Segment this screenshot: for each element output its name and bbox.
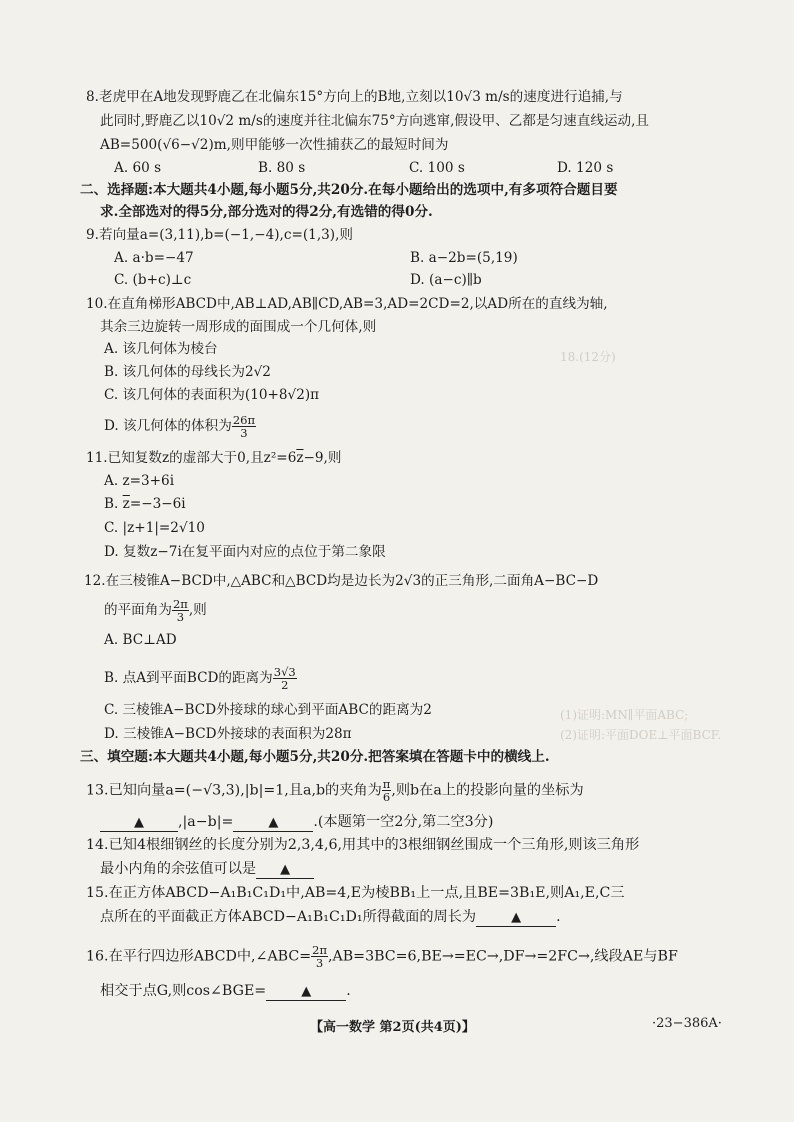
q11-option-b-post: =−3−6i	[129, 496, 186, 512]
blank-marker-icon: ▲	[134, 815, 144, 830]
blank-marker-icon: ▲	[511, 910, 522, 925]
q14-line1: 14.已知4根细钢丝的长度分别为2,3,4,6,用其中的3根细钢丝围成一个三角形,则该三角形	[86, 837, 640, 853]
q12-option-b	[104, 666, 754, 691]
q16-line1-pre: 16.在平行四边形ABCD中,∠ABC=	[86, 948, 312, 965]
q10-line2: 其余三边旋转一周形成的面围成一个几何体,则	[100, 319, 377, 335]
q13-line1-post: ,则b在a上的投影向量的坐标为	[391, 782, 584, 799]
q13-fraction-num: π	[382, 777, 391, 791]
q8-option-a: A. 60 s	[114, 160, 162, 176]
q8-line3: AB=500(√6−√2)m,则甲能够一次性捕获乙的最短时间为	[100, 137, 449, 153]
q11-option-a: A. z=3+6i	[104, 473, 175, 489]
section3-heading: 三、填空题:本大题共4小题,每小题5分,共20分.把答案填在答题卡中的横线上.	[80, 749, 550, 765]
section2-heading-line2: 求.全部选对的得5分,部分选对的得2分,有选错的得0分.	[100, 204, 433, 220]
q10-option-d-text: D. 该几何体的体积为	[104, 418, 232, 434]
q13-line1	[86, 778, 754, 803]
q14-blank[interactable]	[256, 861, 314, 879]
q13-line2-post: .(本题第一空2分,第二空3分)	[313, 814, 494, 830]
q11-option-d: D. 复数z−7i在复平面内对应的点位于第二象限	[104, 544, 386, 560]
q16-line2-text: 相交于点G,则cos∠BGE=	[100, 983, 267, 999]
section2-heading-line1: 二、选择题:本大题共4小题,每小题5分,共20分.在每小题给出的选项中,有多项符合题目要	[80, 182, 618, 198]
q11-stem	[86, 449, 754, 467]
q13-line2	[100, 813, 754, 832]
q16-fraction-num: 2π	[312, 943, 327, 957]
blank-marker-icon: ▲	[280, 862, 291, 877]
q10-line1: 10.在直角梯形ABCD中,AB⊥AD,AB∥CD,AB=3,AD=2CD=2,以AD所在的直线为轴,	[86, 296, 608, 312]
q12-fraction	[172, 598, 189, 623]
q12-option-d: D. 三棱锥A−BCD外接球的表面积为28π	[104, 726, 352, 742]
q12-fraction-den: 3	[176, 610, 185, 624]
q12-line2-post: ,则	[188, 602, 207, 618]
q12-line1: 12.在三棱锥A−BCD中,△ABC和△BCD均是边长为2√3的正三角形,二面角A−BC−D	[84, 573, 599, 589]
q16-line1-post: ,AB=3BC=6,BE→=EC→,DF→=2FC→,线段AE与BF	[328, 948, 678, 965]
q9-option-d: D. (a−c)∥b	[410, 272, 482, 288]
bleed-text-a: 18.(12分)	[560, 350, 616, 364]
q11-stem-conj: $\overline{z}$	[296, 450, 304, 466]
q10-option-a: A. 该几何体为棱台	[104, 341, 218, 357]
page-footer-code: ·23−386A·	[652, 1016, 722, 1031]
q10-fraction-den: 3	[240, 426, 248, 440]
q15-blank[interactable]	[476, 909, 556, 927]
q12-option-b-fraction	[273, 666, 297, 691]
q12-option-b-den: 2	[281, 678, 289, 692]
q10-fraction	[232, 414, 256, 439]
q15-line2: 点所在的平面截正方体ABCD−A₁B₁C₁D₁所得截面的周长为 ▲ .	[100, 909, 561, 925]
q16-fraction	[311, 944, 328, 969]
q11-option-b-conj: $\overline{z}$	[122, 496, 130, 512]
q11-option-b	[104, 495, 754, 513]
q12-fraction-num: 2π	[172, 597, 188, 611]
q8-line2: 此同时,野鹿乙以10√2 m/s的速度并往北偏东75°方向逃窜,假设甲、乙都是匀速直线运动,且	[100, 113, 650, 129]
q10-option-d	[104, 414, 754, 439]
q9-option-a: A. a·b=−47	[114, 250, 194, 266]
blank-marker-icon: ▲	[301, 984, 312, 999]
q11-stem-post: −9,则	[303, 450, 342, 466]
bleed-text-c: (2)证明:平面DOE⊥平面BCF.	[560, 728, 722, 742]
q8-option-d: D. 120 s	[557, 160, 614, 176]
q13-blank-1[interactable]	[100, 814, 178, 832]
q8-line1: 8.老虎甲在A地发现野鹿乙在北偏东15°方向上的B地,立刻以10√3 m/s的速度进行追捕,与	[86, 89, 623, 105]
q9-option-b: B. a−2b=(5,19)	[410, 250, 518, 266]
q9-option-c: C. (b+c)⊥c	[114, 272, 192, 288]
q11-stem-pre: 11.已知复数z的虚部大于0,且z²=6	[86, 450, 297, 466]
blank-marker-icon: ▲	[268, 815, 279, 830]
q15-line2-text: 点所在的平面截正方体ABCD−A₁B₁C₁D₁所得截面的周长为	[100, 909, 477, 925]
q15-line1: 15.在正方体ABCD−A₁B₁C₁D₁中,AB=4,E为棱BB₁上一点,且BE=3B₁E,则A₁,E,C三	[86, 885, 625, 901]
q13-blank-2[interactable]	[233, 814, 313, 832]
q14-line2-text: 最小内角的余弦值可以是	[100, 861, 257, 877]
q16-blank[interactable]	[266, 983, 346, 1001]
q13-line2-mid: ,|a−b|=	[178, 814, 234, 830]
q9-stem: 9.若向量a=(3,11),b=(−1,−4),c=(1,3),则	[86, 227, 354, 243]
q12-option-c: C. 三棱锥A−BCD外接球的球心到平面ABC的距离为2	[104, 702, 432, 718]
q10-option-c: C. 该几何体的表面积为(10+8√2)π	[104, 387, 320, 403]
bleed-text-b: (1)证明:MN∥平面ABC;	[560, 708, 689, 722]
q10-option-b: B. 该几何体的母线长为2√2	[104, 364, 271, 380]
q16-fraction-den: 3	[315, 956, 324, 970]
q11-option-c: C. |z+1|=2√10	[104, 520, 205, 536]
q8-option-b: B. 80 s	[258, 160, 306, 176]
q13-fraction-den: 6	[382, 790, 391, 804]
q12-option-b-text: B. 点A到平面BCD的距离为	[104, 670, 273, 686]
page-footer-center: 【高一数学 第2页(共4页)】	[310, 1020, 475, 1035]
q10-fraction-num: 26π	[232, 413, 256, 427]
q11-option-b-pre: B.	[104, 496, 123, 512]
q13-fraction	[382, 778, 392, 803]
q12-option-a: A. BC⊥AD	[104, 632, 177, 648]
q12-line2	[104, 598, 754, 623]
q14-line2	[100, 860, 754, 879]
q13-line1-pre: 13.已知向量a=(−√3,3),|b|=1,且a,b的夹角为	[86, 782, 382, 799]
q12-option-b-num: 3√3	[273, 665, 296, 679]
q8-option-c: C. 100 s	[409, 160, 465, 176]
q12-line2-pre: 的平面角为	[104, 602, 172, 618]
q16-line2: 相交于点G,则cos∠BGE= ▲ .	[100, 983, 351, 999]
q16-line1	[86, 944, 754, 969]
